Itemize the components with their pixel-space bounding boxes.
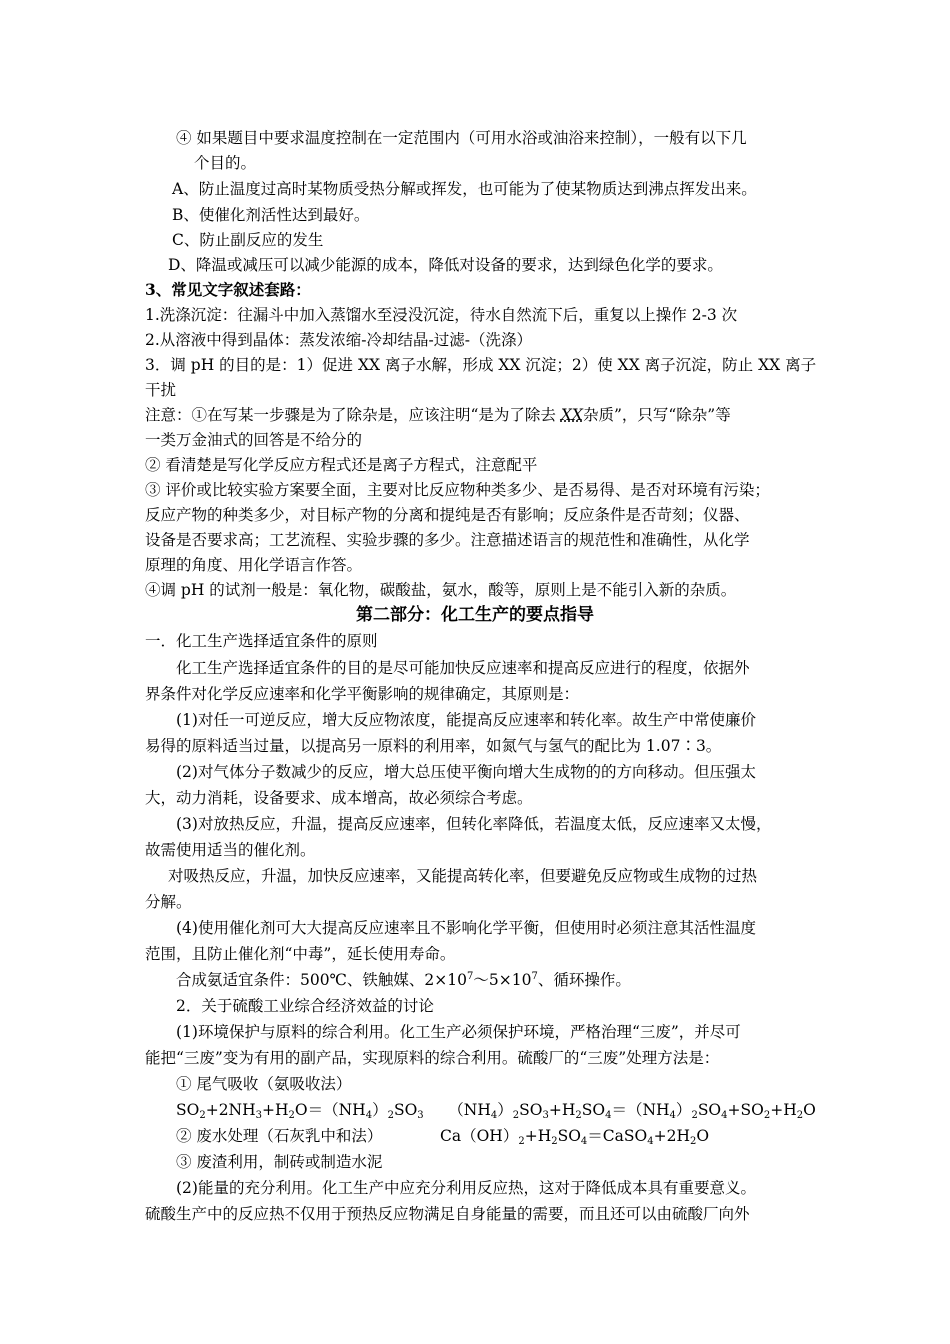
note-1-xx: XX bbox=[560, 406, 583, 424]
energy-line-2: 硫酸生产中的反应热不仅用于预热反应物满足自身能量的需要，而且还可以由硫酸厂向外 bbox=[145, 1205, 750, 1223]
note-3-line-1: ③ 评价或比较实验方案要全面，主要对比反应物种类多少、是否易得、是否对环境有污染； bbox=[145, 481, 770, 499]
ammonia-pre: 合成氨适宜条件：500℃、铁触媒、2×10 bbox=[176, 971, 467, 989]
note-3-line-4: 原理的角度、用化学语言作答。 bbox=[145, 556, 363, 574]
ammonia-post: 、循环操作。 bbox=[537, 971, 631, 989]
principle-3-line-3: 对吸热反应，升温，加快反应速率，又能提高转化率，但要避免反应物或生成物的过热 bbox=[168, 867, 758, 885]
method-2: 2.从溶液中得到晶体：蒸发浓缩-冷却结晶-过滤-（洗涤） bbox=[145, 331, 533, 349]
section-3-heading: 3、常见文字叙述套路： bbox=[145, 280, 311, 299]
env-line-1: (1)环境保护与原料的综合利用。化工生产必须保护环境，严格治理“三废”，并尽可 bbox=[176, 1023, 741, 1041]
intro-line-1: 化工生产选择适宜条件的目的是尽可能加快反应速率和提高反应进行的程度，依据外 bbox=[176, 659, 750, 677]
note-3-line-3: 设备是否要求高；工艺流程、实验步骤的多少。注意描述语言的规范性和准确性，从化学 bbox=[145, 531, 750, 549]
method-3-line-1: 3．调 pH 的目的是：1）促进 XX 离子水解，形成 XX 沉淀；2）使 XX 离子沉淀，防止 XX 离子 bbox=[145, 356, 817, 374]
principle-4-line-1: (4)使用催化剂可大大提高反应速率且不影响化学平衡，但使用时必须注意其活性温度 bbox=[176, 919, 756, 937]
principle-3-line-2: 故需使用适当的催化剂。 bbox=[145, 841, 316, 859]
ammonia-mid: ～5×10 bbox=[473, 971, 532, 989]
item-a: A、防止温度过高时某物质受热分解或挥发，也可能为了使某物质达到沸点挥发出来。 bbox=[172, 180, 757, 198]
note-2: ② 看清楚是写化学反应方程式还是离子方程式，注意配平 bbox=[145, 456, 538, 474]
item-b: B、使催化剂活性达到最好。 bbox=[172, 206, 370, 224]
ammonia-exp-2: 7 bbox=[531, 971, 538, 982]
tail-gas-absorption: ① 尾气吸收（氨吸收法） bbox=[176, 1075, 352, 1093]
note-1-line-2: 一类万金油式的回答是不给分的 bbox=[145, 431, 363, 449]
principle-2-line-1: (2)对气体分子数减少的反应，增大总压使平衡向增大生成物的的方向移动。但压强太 bbox=[176, 763, 756, 781]
principle-4-line-2: 范围，且防止催化剂“中毒”，延长使用寿命。 bbox=[145, 945, 456, 963]
note-4: ④调 pH 的试剂一般是：氧化物，碳酸盐，氨水，酸等，原则上是不能引入新的杂质。 bbox=[145, 581, 737, 599]
energy-line-1: (2)能量的充分利用。化工生产中应充分利用反应热，这对于降低成本具有重要意义。 bbox=[176, 1179, 756, 1197]
ammonia-conditions bbox=[176, 968, 631, 992]
part-2-heading-1: 一．化工生产选择适宜条件的原则 bbox=[145, 632, 378, 650]
principle-2-line-2: 大，动力消耗，设备要求、成本增高，故必须综合考虑。 bbox=[145, 789, 533, 807]
part-2-heading-2: 2．关于硫酸工业综合经济效益的讨论 bbox=[176, 997, 434, 1015]
note-1-pre: 注意：①在写某一步骤是为了除杂是，应该注明“是为了除去 bbox=[145, 406, 561, 424]
ammonia-exp-1: 7 bbox=[467, 971, 474, 982]
note-1-line-1 bbox=[145, 403, 731, 427]
principle-3-line-4: 分解。 bbox=[145, 893, 192, 911]
principle-1-line-1: (1)对任一可逆反应，增大反应物浓度，能提高反应速率和转化率。故生产中常使廉价 bbox=[176, 711, 756, 729]
principle-3-line-1: (3)对放热反应，升温，提高反应速率，但转化率降低，若温度太低，反应速率又太慢， bbox=[176, 815, 772, 833]
item-c: C、防止副反应的发生 bbox=[172, 231, 324, 249]
item-4-line-2: 个目的。 bbox=[194, 154, 257, 172]
note-1-post: 杂质”，只写“除杂”等 bbox=[582, 406, 731, 424]
equation-line-1: $SO_2+2NH_3+H_2O=(NH_4)_2SO_3$ $(NH_4)_2SO_3+H_2SO_4=(NH_4)_2SO_4+SO_2+H_2O$ bbox=[176, 1101, 816, 1121]
item-d: D、降温或减压可以减少能源的成本，降低对设备的要求，达到绿色化学的要求。 bbox=[168, 256, 723, 274]
residue-use: ③ 废渣利用，制砖或制造水泥 bbox=[176, 1153, 383, 1171]
part-2-title: 第二部分：化工生产的要点指导 bbox=[356, 605, 594, 625]
method-3-line-2: 干扰 bbox=[145, 381, 177, 399]
principle-1-line-2: 易得的原料适当过量，以提高另一原料的利用率，如氮气与氢气的配比为 1.07∶3。 bbox=[145, 737, 722, 755]
intro-line-2: 界条件对化学反应速率和化学平衡影响的规律确定，其原则是： bbox=[145, 685, 580, 703]
equation-line-2: $Ca(OH)_2+H_2SO_4=CaSO_4+2H_2O$ bbox=[440, 1127, 710, 1147]
wastewater-treatment: ② 废水处理（石灰乳中和法） bbox=[176, 1127, 383, 1145]
env-line-2: 能把“三废”变为有用的副产品，实现原料的综合利用。硫酸厂的“三废”处理方法是： bbox=[145, 1049, 720, 1067]
note-3-line-2: 反应产物的种类多少，对目标产物的分离和提纯是否有影响；反应条件是否苛刻；仪器、 bbox=[145, 506, 750, 524]
item-4-line-1: ④ 如果题目中要求温度控制在一定范围内（可用水浴或油浴来控制），一般有以下几 bbox=[176, 129, 747, 147]
method-1: 1.洗涤沉淀：往漏斗中加入蒸馏水至浸没沉淀，待水自然流下后，重复以上操作 2-3 次 bbox=[145, 306, 738, 324]
